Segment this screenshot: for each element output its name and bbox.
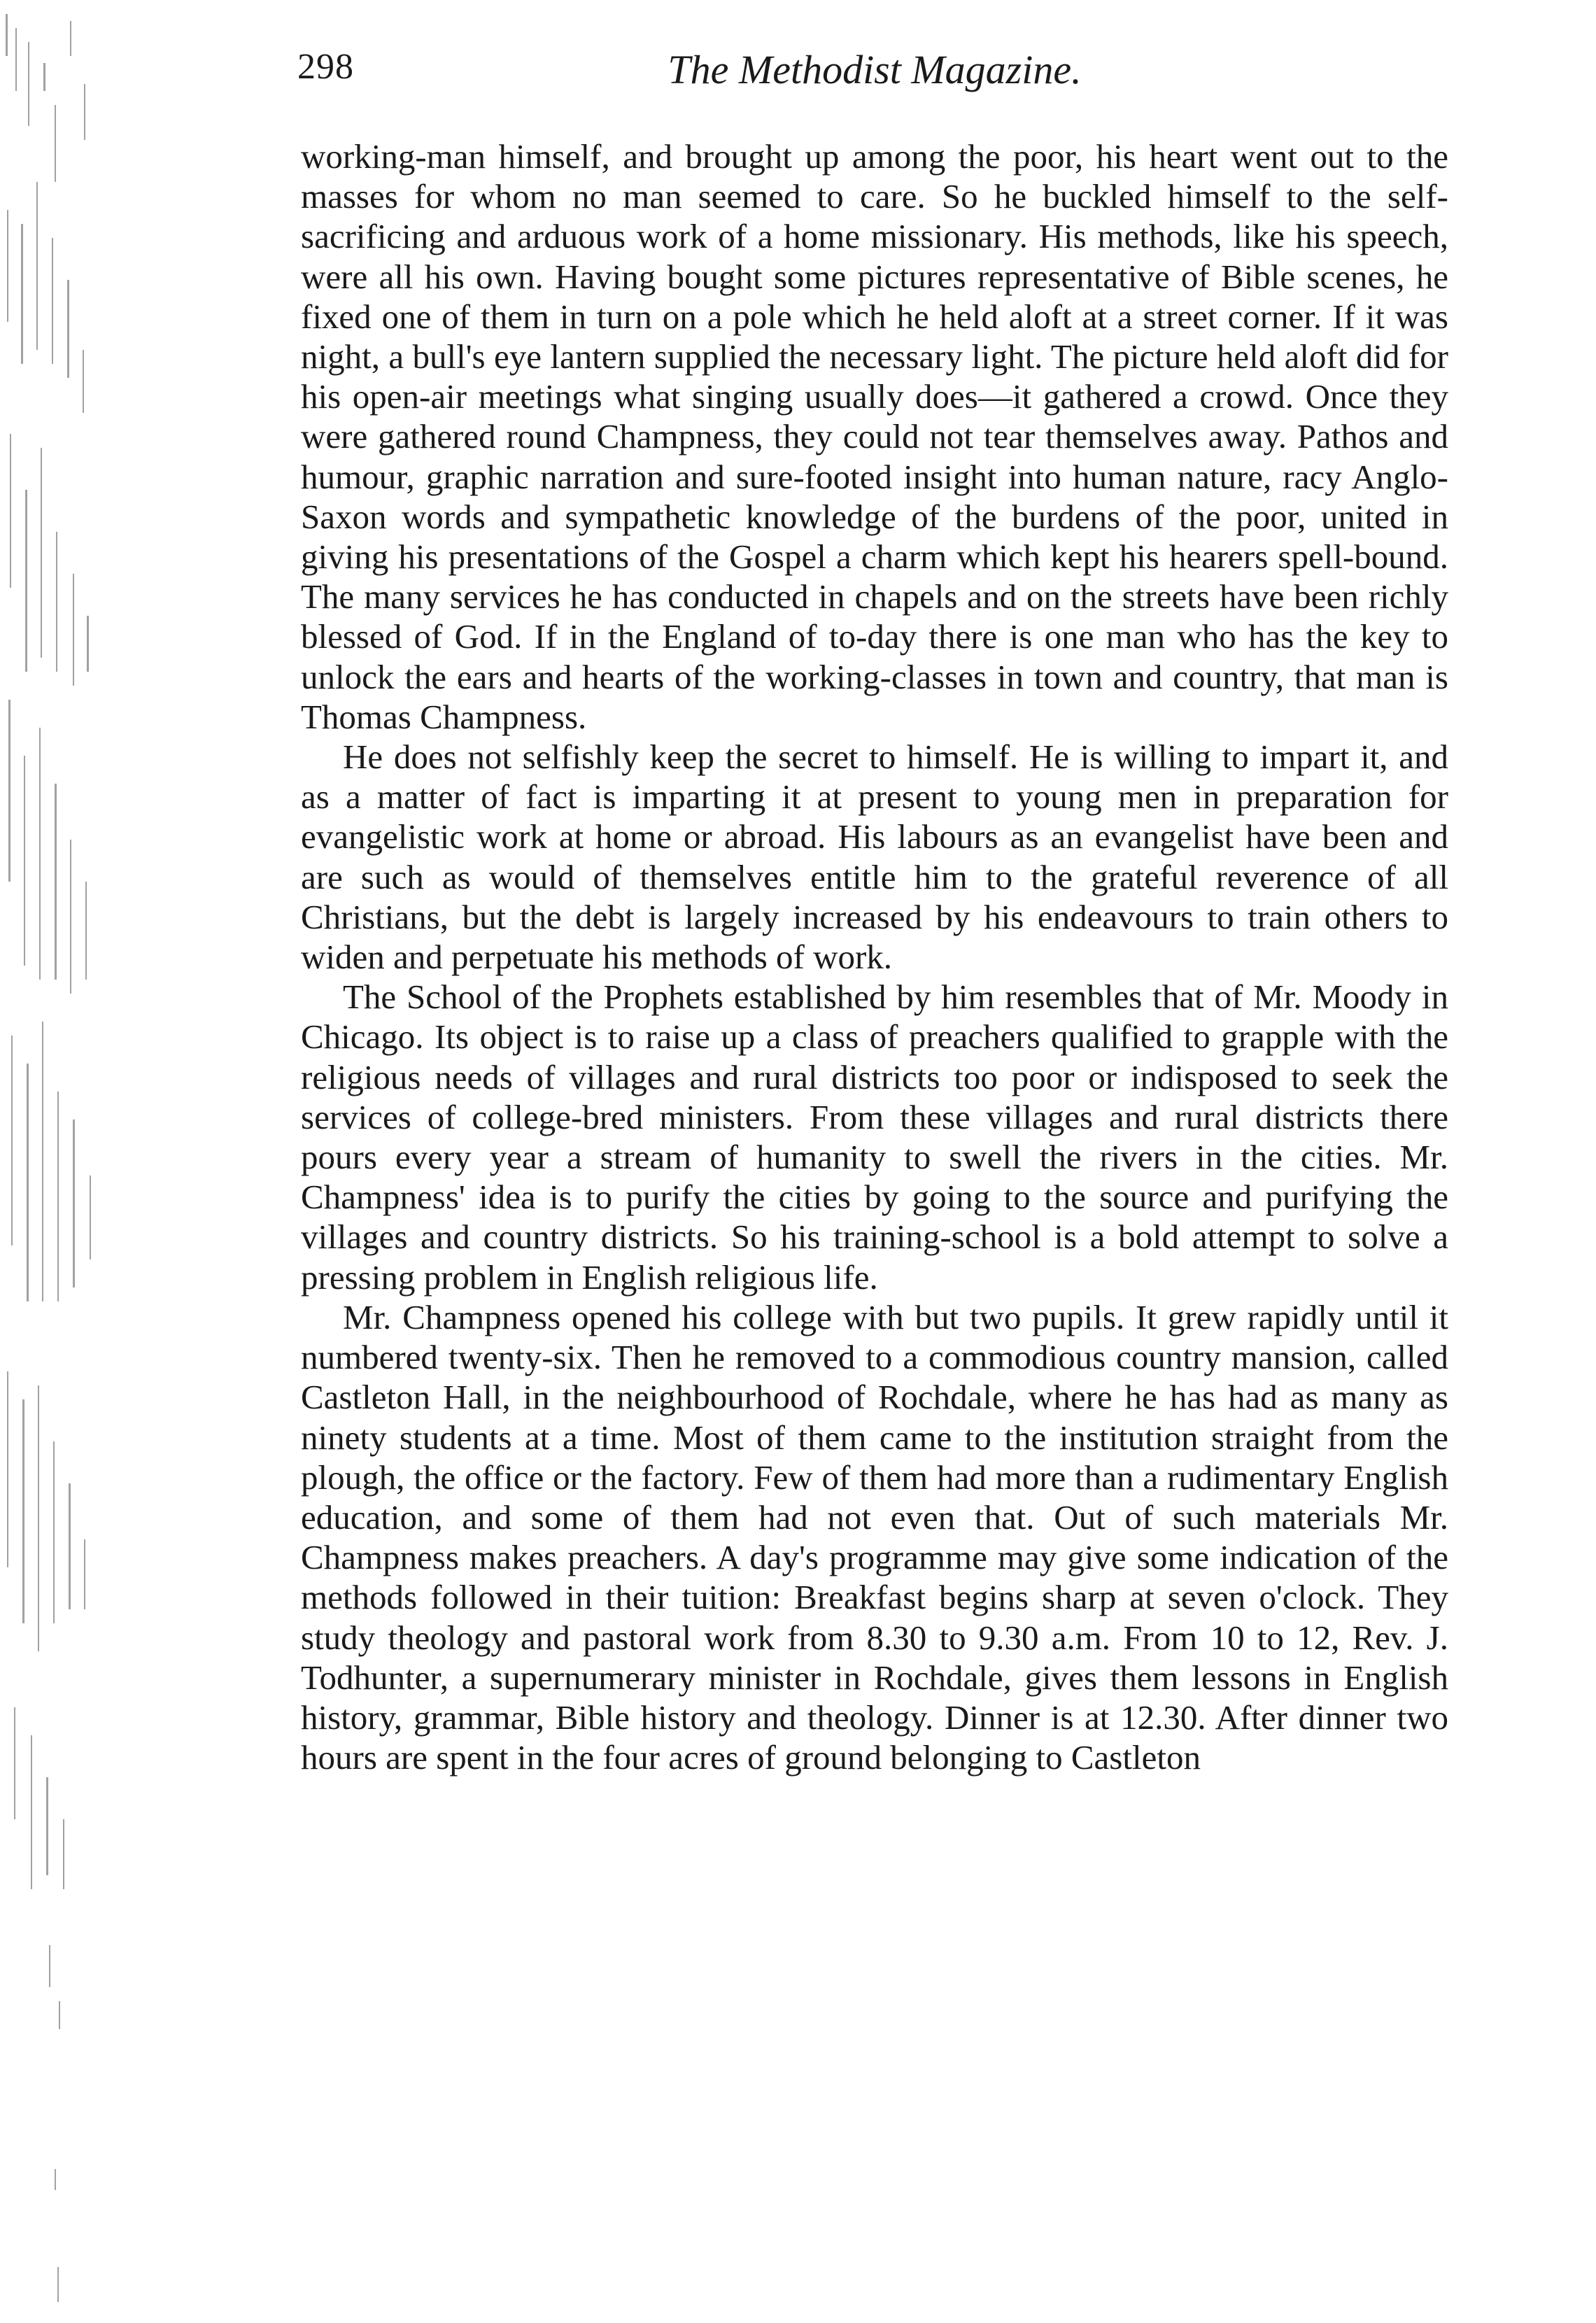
page-number: 298	[297, 47, 354, 87]
paragraph: The School of the Prophets established by him resembles that of Mr. Moody in Chicago. Its object is to raise up a class of preachers qualified to grapple with the religious needs of villages and rural districts too poor or indisposed to seek the services of college-bred ministers. From these villages and rural districts there pours every year a stream of humanity to swell the rivers in the cities. Mr. Champness' idea is to purify the cities by going to the source and purifying the villages and country districts. So his training-school is a bold attempt to solve a pressing problem in English religious life.	[301, 977, 1448, 1297]
page-header	[297, 46, 1452, 102]
running-head: The Methodist Magazine.	[668, 47, 1082, 92]
article-body	[301, 136, 1448, 1777]
paragraph: Mr. Champness opened his college with but two pupils. It grew rapidly until it numbered twenty-six. Then he removed to a commodious country mansion, called Castleton Hall, in the neighbourhood of Rochdale, where he has had as many as ninety students at a time. Most of them came to the institution straight from the plough, the office or the factory. Few of them had more than a rudimentary English education, and some of them had not even that. Out of such materials Mr. Champness makes preachers. A day's programme may give some indication of the methods followed in their tuition: Breakfast begins sharp at seven o'clock. They study theology and pastoral work from 8.30 to 9.30 a.m. From 10 to 12, Rev. J. Todhunter, a supernumerary minister in Rochdale, gives them lessons in English history, grammar, Bible history and theology. Dinner is at 12.30. After dinner two hours are spent in the four acres of ground belonging to Castleton	[301, 1297, 1448, 1777]
paragraph: working-man himself, and brought up among the poor, his heart went out to the masses for whom no man seemed to care. So he buckled himself to the self-sacrificing and arduous work of a home missionary. His methods, like his speech, were all his own. Having bought some pictures representative of Bible scenes, he fixed one of them in turn on a pole which he held aloft at a street corner. If it was night, a bull's eye lantern supplied the necessary light. The picture held aloft did for his open-air meetings what singing usually does—it gathered a crowd. Once they were gathered round Champness, they could not tear themselves away. Pathos and humour, graphic narration and sure-footed insight into human nature, racy Anglo-Saxon words and sympathetic knowledge of the burdens of the poor, united in giving his presentations of the Gospel a charm which kept his hearers spell-bound. The many services he has conducted in chapels and on the streets have been richly blessed of God. If in the England of to-day there is one man who has the key to unlock the ears and hearts of the working-classes in town and country, that man is Thomas Champness.	[301, 137, 1448, 736]
paragraph: He does not selfishly keep the secret to himself. He is willing to impart it, and as a matter of fact is imparting it at present to young men in preparation for evangelistic work at home or abroad. His labours as an evangelist have been and are such as would of themselves entitle him to the grateful reverence of all Christians, but the debt is largely increased by his endeavours to train others to widen and perpetuate his methods of work.	[301, 737, 1448, 977]
scan-margin-noise	[0, 0, 140, 2323]
